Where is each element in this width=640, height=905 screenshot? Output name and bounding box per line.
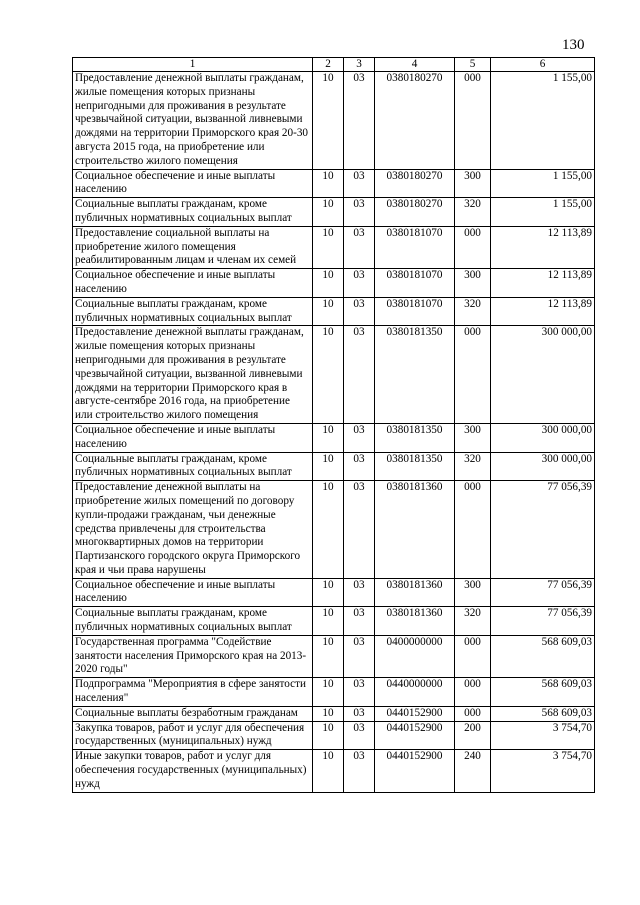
column-header: 1 [73,58,313,72]
subsection-cell: 03 [344,750,375,792]
subsection-cell: 03 [344,326,375,424]
subsection-cell: 03 [344,198,375,227]
row-name-cell: Предоставление социальной выплаты на приобретение жилого помещения реабилитированным лицам и членам их семей [73,226,313,268]
expense-type-cell: 300 [455,423,491,452]
column-header: 6 [491,58,595,72]
table-row [73,297,595,326]
expense-type-cell: 320 [455,452,491,481]
subsection-cell: 03 [344,72,375,170]
row-name-cell: Закупка товаров, работ и услуг для обеспечения государственных (муниципальных) нужд [73,721,313,750]
header-row [73,58,595,72]
expense-type-cell: 300 [455,169,491,198]
page-number: 130 [562,37,585,53]
target-article-cell: 0380181070 [375,269,455,298]
subsection-cell: 03 [344,607,375,636]
amount-cell: 77 056,39 [491,481,595,579]
amount-cell: 300 000,00 [491,326,595,424]
table-row [73,452,595,481]
amount-cell: 77 056,39 [491,607,595,636]
section-cell: 10 [313,678,344,707]
target-article-cell: 0380181350 [375,452,455,481]
section-cell: 10 [313,578,344,607]
amount-cell: 1 155,00 [491,169,595,198]
column-header: 4 [375,58,455,72]
expense-type-cell: 000 [455,635,491,677]
row-name-cell: Государственная программа "Содействие занятости населения Приморского края на 2013-2020 годы" [73,635,313,677]
section-cell: 10 [313,326,344,424]
expense-type-cell: 000 [455,481,491,579]
section-cell: 10 [313,750,344,792]
amount-cell: 568 609,03 [491,635,595,677]
row-name-cell: Социальное обеспечение и иные выплаты населению [73,423,313,452]
target-article-cell: 0380180270 [375,198,455,227]
column-header: 2 [313,58,344,72]
row-name-cell: Предоставление денежной выплаты гражданам, жилые помещения которых признаны непригодными для проживания в результате чрезвычайной ситуации, вызванной ливневыми дождями на территории Приморского края 20-30 августа 2015 года, на приобретение или строительство жилого помещения [73,72,313,170]
table-row [73,607,595,636]
subsection-cell: 03 [344,706,375,721]
amount-cell: 3 754,70 [491,750,595,792]
row-name-cell: Социальное обеспечение и иные выплаты населению [73,169,313,198]
expense-type-cell: 320 [455,607,491,636]
row-name-cell: Подпрограмма "Мероприятия в сфере занятости населения" [73,678,313,707]
table-row [73,72,595,170]
target-article-cell: 0380181350 [375,326,455,424]
target-article-cell: 0380181070 [375,297,455,326]
target-article-cell: 0380181360 [375,607,455,636]
amount-cell: 300 000,00 [491,452,595,481]
section-cell: 10 [313,269,344,298]
expense-type-cell: 200 [455,721,491,750]
expense-type-cell: 000 [455,72,491,170]
section-cell: 10 [313,706,344,721]
target-article-cell: 0380181360 [375,481,455,579]
row-name-cell: Иные закупки товаров, работ и услуг для обеспечения государственных (муниципальных) нужд [73,750,313,792]
subsection-cell: 03 [344,297,375,326]
amount-cell: 300 000,00 [491,423,595,452]
column-header: 5 [455,58,491,72]
table-row [73,578,595,607]
target-article-cell: 0380180270 [375,72,455,170]
row-name-cell: Социальные выплаты гражданам, кроме публичных нормативных социальных выплат [73,198,313,227]
table-row [73,706,595,721]
amount-cell: 1 155,00 [491,198,595,227]
amount-cell: 77 056,39 [491,578,595,607]
subsection-cell: 03 [344,635,375,677]
section-cell: 10 [313,607,344,636]
amount-cell: 3 754,70 [491,721,595,750]
expense-type-cell: 000 [455,706,491,721]
target-article-cell: 0380181350 [375,423,455,452]
section-cell: 10 [313,635,344,677]
expense-type-cell: 240 [455,750,491,792]
budget-table [72,57,595,793]
section-cell: 10 [313,452,344,481]
subsection-cell: 03 [344,169,375,198]
row-name-cell: Предоставление денежной выплаты на приобретение жилых помещений по договору купли-продажи гражданам, чьи денежные средства привлечены для строительства многоквартирных домов на территории Партизанского городского округа Приморского края и чьи права нарушены [73,481,313,579]
table-row [73,423,595,452]
table-row [73,169,595,198]
table-row [73,269,595,298]
table-row [73,635,595,677]
target-article-cell: 0380181360 [375,578,455,607]
subsection-cell: 03 [344,226,375,268]
row-name-cell: Социальные выплаты гражданам, кроме публичных нормативных социальных выплат [73,607,313,636]
table-row [73,750,595,792]
subsection-cell: 03 [344,678,375,707]
table-row [73,678,595,707]
target-article-cell: 0440000000 [375,678,455,707]
target-article-cell: 0400000000 [375,635,455,677]
amount-cell: 12 113,89 [491,269,595,298]
subsection-cell: 03 [344,452,375,481]
section-cell: 10 [313,721,344,750]
amount-cell: 1 155,00 [491,72,595,170]
row-name-cell: Социальные выплаты гражданам, кроме публичных нормативных социальных выплат [73,452,313,481]
target-article-cell: 0440152900 [375,750,455,792]
expense-type-cell: 300 [455,269,491,298]
section-cell: 10 [313,169,344,198]
subsection-cell: 03 [344,269,375,298]
subsection-cell: 03 [344,721,375,750]
table-row [73,198,595,227]
section-cell: 10 [313,198,344,227]
row-name-cell: Социальное обеспечение и иные выплаты населению [73,269,313,298]
amount-cell: 12 113,89 [491,226,595,268]
subsection-cell: 03 [344,481,375,579]
table-row [73,481,595,579]
section-cell: 10 [313,481,344,579]
amount-cell: 12 113,89 [491,297,595,326]
row-name-cell: Социальное обеспечение и иные выплаты населению [73,578,313,607]
expense-type-cell: 320 [455,198,491,227]
table-row [73,226,595,268]
row-name-cell: Социальные выплаты безработным гражданам [73,706,313,721]
section-cell: 10 [313,226,344,268]
expense-type-cell: 320 [455,297,491,326]
table-row [73,326,595,424]
amount-cell: 568 609,03 [491,678,595,707]
column-header: 3 [344,58,375,72]
expense-type-cell: 000 [455,678,491,707]
target-article-cell: 0440152900 [375,706,455,721]
target-article-cell: 0440152900 [375,721,455,750]
row-name-cell: Предоставление денежной выплаты гражданам, жилые помещения которых признаны непригодными для проживания в результате чрезвычайной ситуации, вызванной ливневыми дождями на территории Приморского края в августе-сентябре 2016 года, на приобретение или строительство жилого помещения [73,326,313,424]
section-cell: 10 [313,423,344,452]
table-row [73,721,595,750]
section-cell: 10 [313,297,344,326]
expense-type-cell: 000 [455,326,491,424]
amount-cell: 568 609,03 [491,706,595,721]
target-article-cell: 0380181070 [375,226,455,268]
expense-type-cell: 000 [455,226,491,268]
row-name-cell: Социальные выплаты гражданам, кроме публичных нормативных социальных выплат [73,297,313,326]
subsection-cell: 03 [344,578,375,607]
target-article-cell: 0380180270 [375,169,455,198]
expense-type-cell: 300 [455,578,491,607]
section-cell: 10 [313,72,344,170]
subsection-cell: 03 [344,423,375,452]
